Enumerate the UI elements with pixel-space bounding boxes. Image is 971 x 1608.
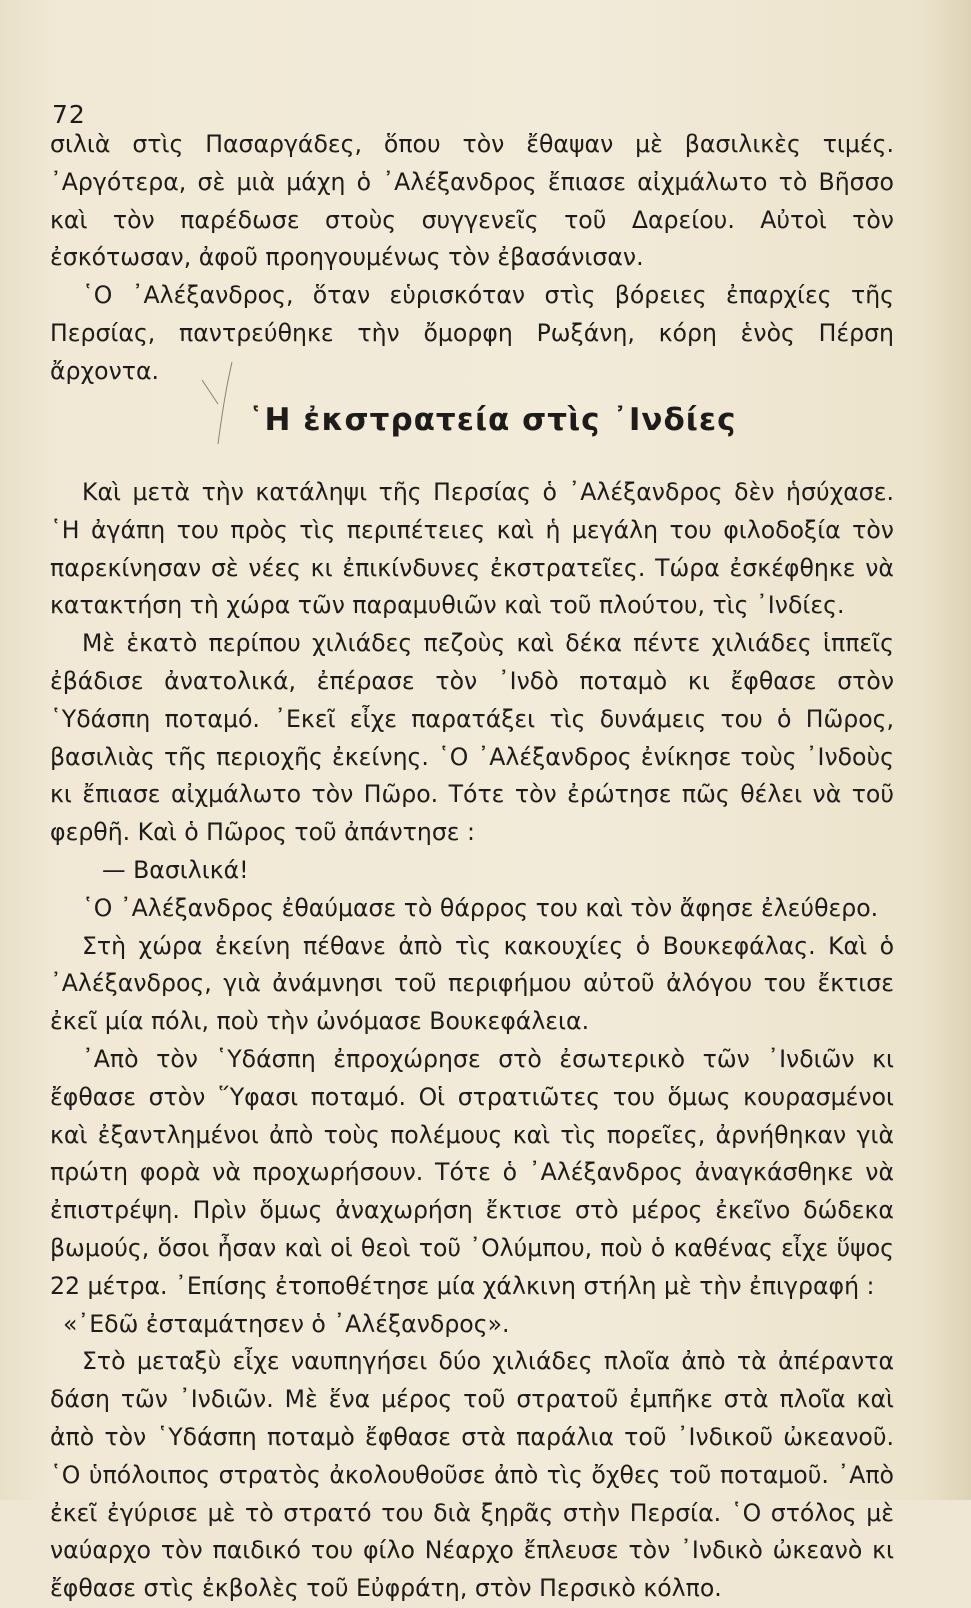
section-heading: ῾Η ἐκστρατεία στὶς ᾿Ινδίες bbox=[248, 402, 737, 438]
inscription-quote: «᾿Εδῶ ἐσταμάτησεν ὁ ᾿Αλέξανδρος». bbox=[63, 1309, 510, 1338]
section-text bbox=[50, 474, 894, 1608]
opening-text bbox=[50, 126, 894, 391]
paragraph: Μὲ ἑκατὸ περίπου χιλιάδες πεζοὺς καὶ δέκα πέντε χιλιάδες ἱππεῖς ἐβάδισε ἀνατολικά, ἐπέρασε τὸν ᾿Ινδὸ ποταμὸ κι ἔφθασε στὸν ῾Υδάσπη ποταμό. ᾿Εκεῖ εἶχε παρατάξει τὶς δυνάμεις του ὁ Πῶρος, βασιλιὰς τῆς περιοχῆς ἐκείνης. ῾Ο ᾿Αλέξανδρος ἐνίκησε τοὺς ᾿Ινδοὺς κι ἔπιασε αἰχμάλωτο τὸν Πῶρο. Τότε τὸν ἐρώτησε πῶς θέλει νὰ τοῦ φερθῆ. Καὶ ὁ Πῶρος τοῦ ἀπάντησε : bbox=[50, 629, 894, 847]
paragraph: ῾Ο ᾿Αλέξανδρος, ὅταν εὑρισκόταν στὶς βόρειες ἐπαρχίες τῆς Περσίας, παντρεύθηκε τὴν ὄμορφη Ρωξάνη, κόρη ἑνὸς Πέρση ἄρχοντα. bbox=[50, 281, 894, 385]
pencil-mark-icon bbox=[196, 358, 236, 448]
paragraph: Στὴ χώρα ἐκείνη πέθανε ἀπὸ τὶς κακουχίες ὁ Βουκεφάλας. Καὶ ὁ ᾿Αλέξανδρος, γιὰ ἀνάμνησι τοῦ περιφήμου αὐτοῦ ἀλόγου του ἔκτισε ἐκεῖ μία πόλι, ποὺ τὴν ὠνόμασε Βουκεφάλεια. bbox=[50, 931, 894, 1036]
paragraph: Καὶ μετὰ τὴν κατάληψι τῆς Περσίας ὁ ᾿Αλέξανδρος δὲν ἡσύχασε. ῾Η ἀγάπη του πρὸς τὶς περιπέτειες καὶ ἡ μεγάλη του φιλοδοξία τὸν παρεκίνησαν σὲ νέες κι ἐπικίνδυνες ἐκστρατεῖες. Τώρα ἐσκέφθηκε νὰ κατακτήση τὴ χώρα τῶν παραμυθιῶν καὶ τοῦ πλούτου, τὶς ᾿Ινδίες. bbox=[50, 478, 894, 620]
paragraph: σιλιὰ στὶς Πασαργάδες, ὅπου τὸν ἔθαψαν μὲ βασιλικὲς τιμές. ᾿Αργότερα, σὲ μιὰ μάχη ὁ ᾿Αλέξανδρος ἔπιασε αἰχμάλωτο τὸ Βῆσσο καὶ τὸν παρέδωσε στοὺς συγγενεῖς τοῦ Δαρείου. Αὐτοὶ τὸν ἐσκότωσαν, ἀφοῦ προηγουμένως τὸν ἐβασάνισαν. bbox=[50, 130, 894, 272]
paragraph: Στὸ μεταξὺ εἶχε ναυπηγήσει δύο χιλιάδες πλοῖα ἀπὸ τὰ ἀπέραντα δάση τῶν ᾿Ινδιῶν. Μὲ ἕνα μέρος τοῦ στρατοῦ ἐμπῆκε στὰ πλοῖα καὶ ἀπὸ τὸν ῾Υδάσπη ποταμὸ ἔφθασε στὰ παράλια τοῦ ᾿Ινδικοῦ ὠκεανοῦ. ῾Ο ὑπόλοιπος στρατὸς ἀκολουθοῦσε ἀπὸ τὶς ὄχθες τοῦ ποταμοῦ. ᾿Απὸ ἐκεῖ ἐγύρισε μὲ τὸ στρατό του διὰ ξηρᾶς στὴν Περσία. ῾Ο στόλος μὲ ναύαρχο τὸν παιδικό του φίλο Νέαρχο ἔπλευσε τὸν ᾿Ινδικὸ ὠκεανὸ κι ἔφθασε στὶς ἐκβολὲς τοῦ Εὐφράτη, στὸν Περσικὸ κόλπο. bbox=[50, 1347, 894, 1603]
paragraph: ῾Ο ᾿Αλέξανδρος ἐθαύμασε τὸ θάρρος του καὶ τὸν ἄφησε ἐλεύθερο. bbox=[82, 893, 879, 922]
paragraph: ᾿Απὸ τὸν ῾Υδάσπη ἐπροχώρησε στὸ ἐσωτερικὸ τῶν ᾿Ινδιῶν κι ἔφθασε στὸν ῞Υφασι ποταμό. Οἱ στρατιῶτες του ὅμως κουρασμένοι καὶ ἐξαντλημένοι ἀπὸ τοὺς πολέμους καὶ τὶς πορεῖες, ἀρνήθηκαν γιὰ πρώτη φορὰ νὰ προχωρήσουν. Τότε ὁ ᾿Αλέξανδρος ἀναγκάσθηκε νὰ ἐπιστρέψη. Πρὶν ὅμως ἀναχωρήση ἔκτισε στὸ μέρος ἐκεῖνο δώδεκα βωμούς, ὅσοι ἦσαν καὶ οἱ θεοὶ τοῦ ᾿Ολύμπου, ποὺ ὁ καθένας εἶχε ὕψος 22 μέτρα. ᾿Επίσης ἐτοποθέτησε μία χάλκινη στήλη μὲ τὴν ἐπιγραφή : bbox=[50, 1044, 894, 1300]
dialog-line: — Βασιλικά! bbox=[102, 855, 249, 884]
page-number: 72 bbox=[52, 100, 86, 129]
